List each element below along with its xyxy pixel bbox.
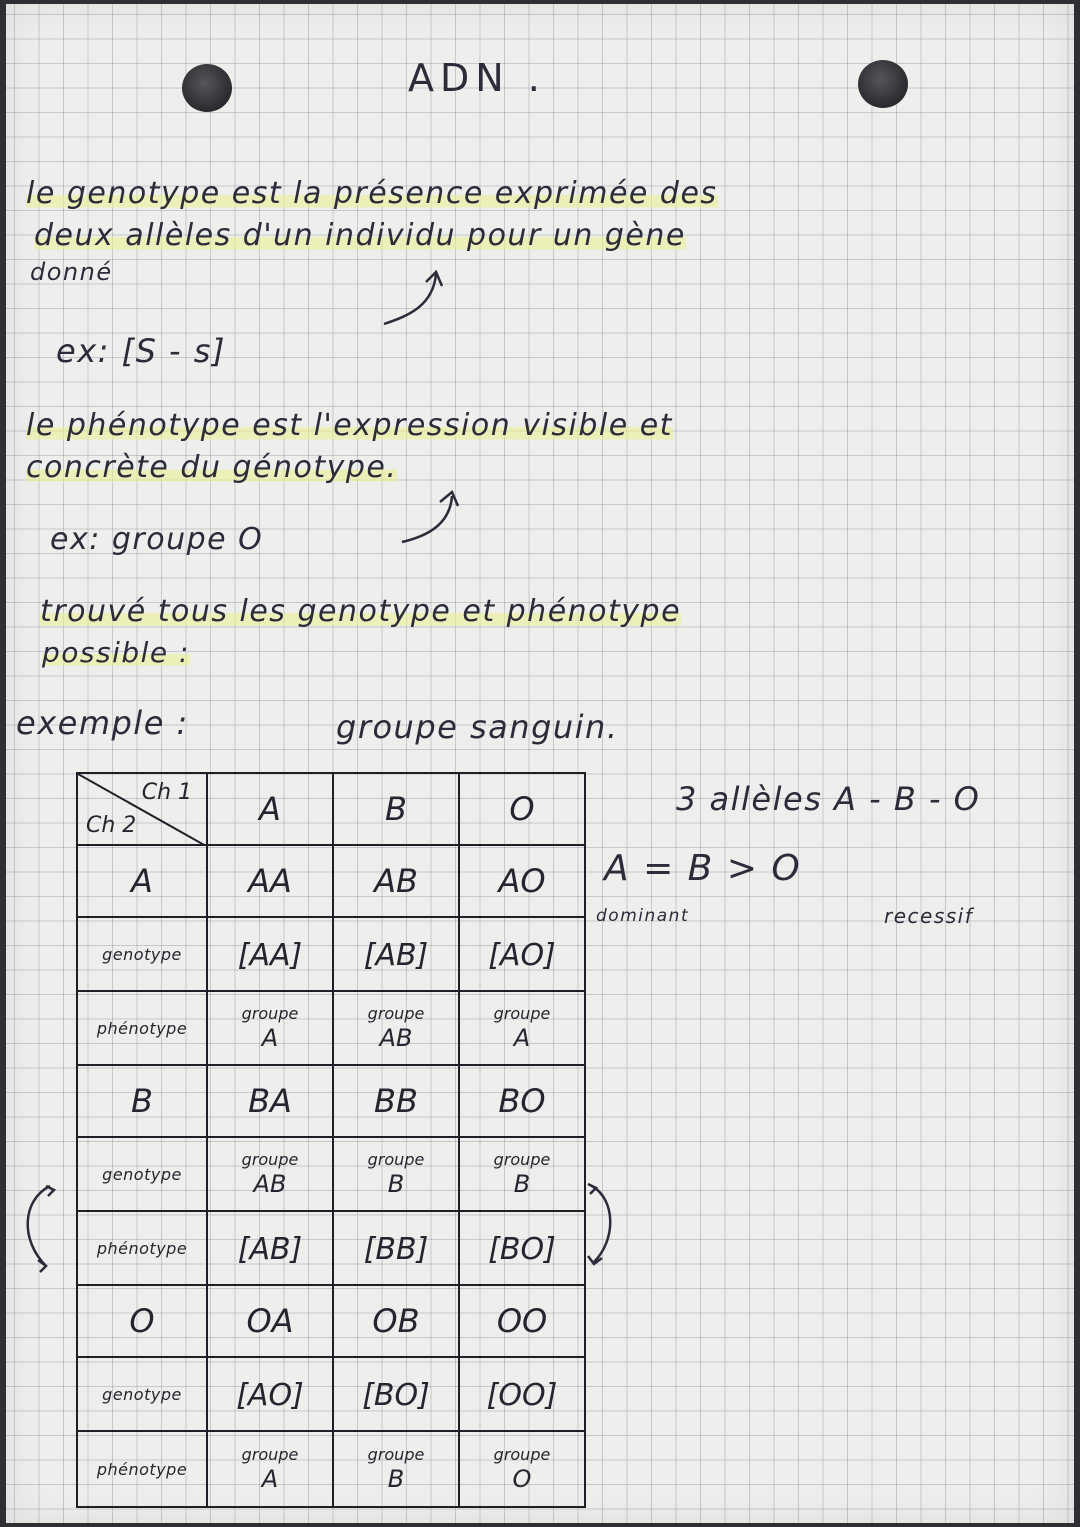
table-row [77, 1137, 585, 1211]
cell-value: O [512, 1465, 532, 1493]
cell-content [460, 1231, 584, 1265]
column-header: B [333, 773, 459, 845]
cell-caption: groupe [241, 1150, 299, 1169]
chromosome-2-label: Ch 2 [86, 813, 137, 838]
table-cell [333, 1357, 459, 1431]
table-cell [333, 991, 459, 1065]
cell-value: [BO] [362, 1378, 430, 1413]
cell-caption: groupe [241, 1004, 299, 1023]
cell-content [208, 1377, 332, 1411]
punnett-table [76, 772, 586, 1508]
table-cell [459, 1357, 585, 1431]
table-row [77, 1211, 585, 1285]
chromosome-1-label: Ch 1 [141, 780, 192, 805]
dominant-label: dominant [596, 906, 690, 926]
binder-hole-left [182, 64, 232, 112]
table-cell [459, 991, 585, 1065]
row-type-label: genotype [77, 1137, 207, 1211]
cell-content [460, 1006, 584, 1050]
cell-content [208, 1006, 332, 1050]
table-cell [333, 1137, 459, 1211]
column-header: A [207, 773, 333, 845]
cell-value: B [513, 1170, 531, 1198]
table-cell [459, 1431, 585, 1507]
cell-caption: groupe [493, 1445, 551, 1464]
cell-value: [BB] [363, 1232, 429, 1267]
task-line2: possible : [42, 636, 190, 669]
table-row [77, 845, 585, 917]
allele-combination-cell: AA [207, 845, 333, 917]
cell-value: [AB] [363, 938, 429, 973]
alleles-note: 3 allèles A - B - O [676, 780, 981, 818]
cell-value: [AA] [237, 938, 303, 973]
cell-caption: groupe [493, 1004, 551, 1023]
cell-content [334, 1006, 458, 1050]
cell-value: [AO] [236, 1378, 304, 1413]
table-cell [459, 917, 585, 991]
cell-caption: groupe [241, 1445, 299, 1464]
notebook-page [6, 4, 1074, 1523]
table-cell [333, 917, 459, 991]
table-row [77, 1431, 585, 1507]
cell-content [208, 1231, 332, 1265]
cell-content [460, 1447, 584, 1491]
example-label: exemple : [16, 704, 189, 742]
cell-value: B [387, 1465, 405, 1493]
row-type-label: phénotype [77, 1211, 207, 1285]
table-row [77, 991, 585, 1065]
cell-content [334, 1231, 458, 1265]
cell-value: AB [379, 1024, 413, 1052]
row-type-label: phénotype [77, 1431, 207, 1507]
cell-content [334, 1447, 458, 1491]
cell-value: AB [253, 1170, 287, 1198]
row-type-label: phénotype [77, 991, 207, 1065]
dominance-relation: A = B > O [604, 848, 802, 889]
table-row [77, 1285, 585, 1357]
row-allele-header: B [77, 1065, 207, 1137]
allele-combination-cell: OB [333, 1285, 459, 1357]
row-type-label: genotype [77, 917, 207, 991]
table-row [77, 1065, 585, 1137]
table-cell [459, 1137, 585, 1211]
cell-value: [AB] [237, 1232, 303, 1267]
cell-content [460, 937, 584, 971]
table-corner-header [77, 773, 207, 845]
cell-value: A [513, 1024, 531, 1052]
allele-combination-cell: BA [207, 1065, 333, 1137]
column-header: O [459, 773, 585, 845]
cell-caption: groupe [367, 1445, 425, 1464]
recessive-label: recessif [884, 904, 974, 928]
swap-arrow-right-icon [582, 1180, 622, 1270]
table-cell [207, 1137, 333, 1211]
table-cell [459, 1211, 585, 1285]
table-cell [333, 1431, 459, 1507]
phenotype-definition-line2: concrète du génotype. [26, 450, 398, 485]
allele-combination-cell: BB [333, 1065, 459, 1137]
task-line1: trouvé tous les genotype et phénotype [40, 594, 682, 629]
cell-value: B [387, 1170, 405, 1198]
row-type-label: genotype [77, 1357, 207, 1431]
phenotype-definition-line1: le phénotype est l'expression visible et [26, 408, 673, 443]
genotype-example: ex: [S - s] [56, 332, 226, 370]
table-cell [207, 991, 333, 1065]
genotype-definition-line1: le genotype est la présence exprimée des [26, 176, 718, 211]
cell-content [208, 1447, 332, 1491]
allele-combination-cell: OO [459, 1285, 585, 1357]
table-cell [207, 917, 333, 991]
cell-value: A [261, 1024, 279, 1052]
allele-combination-cell: AO [459, 845, 585, 917]
table-row [77, 1357, 585, 1431]
cell-value: A [261, 1465, 279, 1493]
table-cell [207, 1431, 333, 1507]
cell-content [334, 937, 458, 971]
cell-value: [BO] [488, 1232, 556, 1267]
genotype-definition-line2: deux allèles d'un individu pour un gène [34, 218, 686, 253]
cell-content [208, 937, 332, 971]
cell-content [208, 1152, 332, 1196]
cell-value: [AO] [488, 938, 556, 973]
genotype-definition-line3: donné [30, 258, 113, 286]
cell-caption: groupe [493, 1150, 551, 1169]
row-allele-header: O [77, 1285, 207, 1357]
cell-caption: groupe [367, 1004, 425, 1023]
cell-content [334, 1377, 458, 1411]
phenotype-example: ex: groupe O [50, 522, 264, 557]
binder-hole-right [858, 60, 908, 108]
cell-content [460, 1377, 584, 1411]
allele-combination-cell: OA [207, 1285, 333, 1357]
allele-combination-cell: BO [459, 1065, 585, 1137]
example-value: groupe sanguin. [336, 708, 619, 746]
table-cell [207, 1211, 333, 1285]
cell-value: [OO] [486, 1378, 558, 1413]
row-allele-header: A [77, 845, 207, 917]
table-cell [333, 1211, 459, 1285]
curved-arrow-icon [378, 266, 448, 328]
table-cell [207, 1357, 333, 1431]
cell-caption: groupe [367, 1150, 425, 1169]
curved-arrow-icon [396, 486, 466, 548]
table-row [77, 917, 585, 991]
cell-content [460, 1152, 584, 1196]
allele-combination-cell: AB [333, 845, 459, 917]
cell-content [334, 1152, 458, 1196]
page-title: ADN . [408, 56, 546, 100]
swap-arrow-left-icon [16, 1180, 60, 1274]
